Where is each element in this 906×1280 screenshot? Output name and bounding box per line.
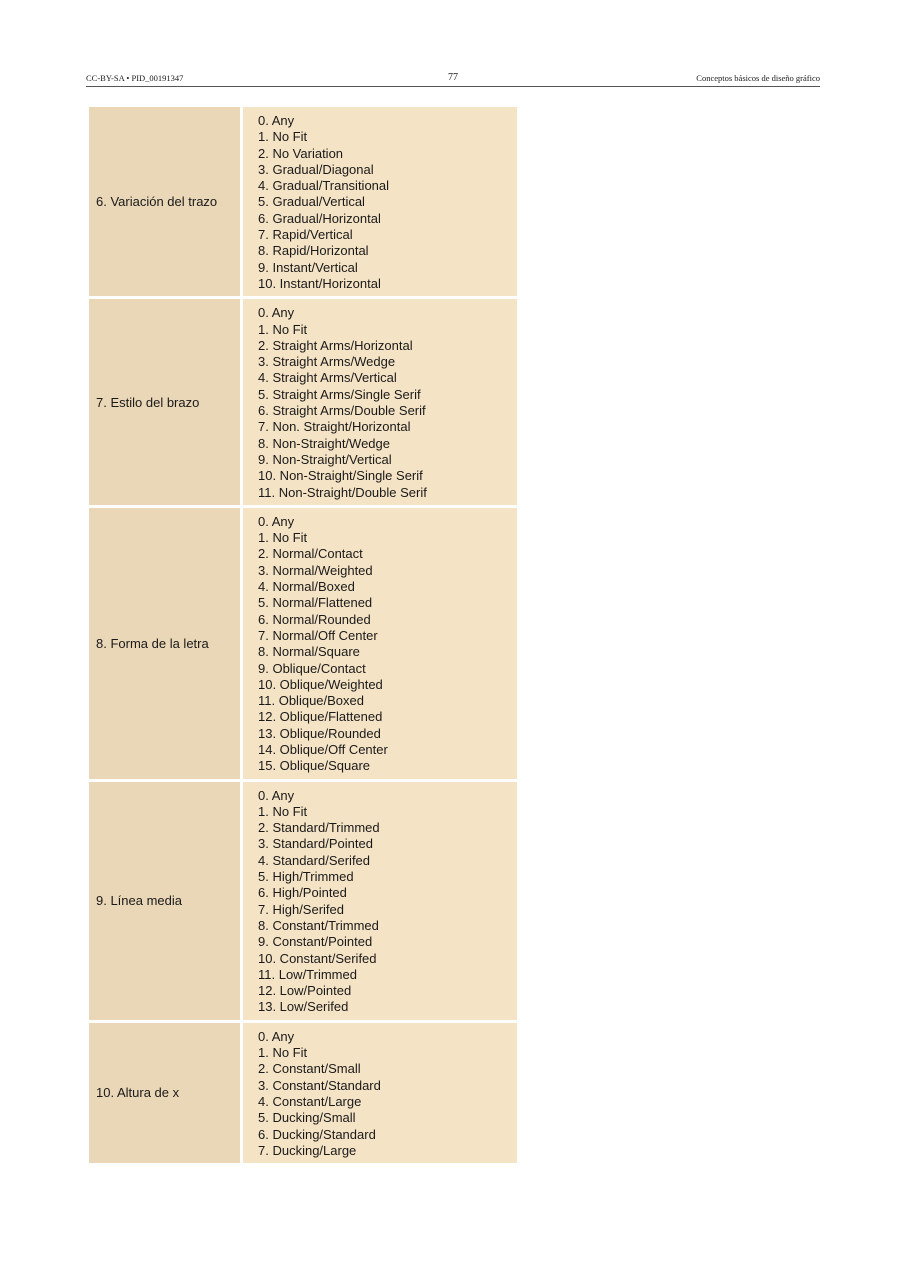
- table-row: [89, 299, 517, 505]
- row-values: [243, 1023, 517, 1163]
- row-label: 9. Línea media: [89, 782, 240, 1020]
- list-item: 6. Gradual/Horizontal: [258, 210, 381, 226]
- list-item: 8. Normal/Square: [258, 644, 360, 660]
- row-label: 8. Forma de la letra: [89, 508, 240, 779]
- row-values: [243, 299, 517, 505]
- list-item: 5. Straight Arms/Single Serif: [258, 386, 421, 402]
- list-item: 15. Oblique/Square: [258, 758, 371, 774]
- list-item: 7. High/Serifed: [258, 901, 344, 917]
- list-item: 7. Rapid/Vertical: [258, 227, 353, 243]
- row-label: 6. Variación del trazo: [89, 107, 240, 296]
- table-row: [89, 107, 517, 296]
- list-item: 5. Normal/Flattened: [258, 595, 373, 611]
- list-item: 7. Non. Straight/Horizontal: [258, 419, 411, 435]
- list-item: 9. Oblique/Contact: [258, 660, 366, 676]
- list-item: 5. Gradual/Vertical: [258, 194, 365, 210]
- list-item: 13. Oblique/Rounded: [258, 725, 381, 741]
- table-row: [89, 1023, 517, 1163]
- row-values: [243, 107, 517, 296]
- table-row: [89, 508, 517, 779]
- list-item: 2. Standard/Trimmed: [258, 820, 380, 836]
- list-item: 0. Any: [258, 305, 295, 321]
- list-item: 2. No Variation: [258, 145, 344, 161]
- table-row: [89, 782, 517, 1020]
- list-item: 4. Straight Arms/Vertical: [258, 370, 397, 386]
- list-item: 5. Ducking/Small: [258, 1110, 356, 1126]
- list-item: 6. High/Pointed: [258, 885, 347, 901]
- list-item: 11. Low/Trimmed: [258, 966, 357, 982]
- list-item: 9. Non-Straight/Vertical: [258, 451, 392, 467]
- document-title: Conceptos básicos de diseño gráfico: [696, 73, 820, 83]
- list-item: 12. Oblique/Flattened: [258, 709, 383, 725]
- row-values: [243, 508, 517, 779]
- list-item: 6. Ducking/Standard: [258, 1126, 376, 1142]
- classification-table: [89, 107, 517, 1166]
- list-item: 9. Instant/Vertical: [258, 259, 358, 275]
- list-item: 8. Rapid/Horizontal: [258, 243, 369, 259]
- list-item: 2. Straight Arms/Horizontal: [258, 337, 413, 353]
- list-item: 9. Constant/Pointed: [258, 934, 373, 950]
- list-item: 10. Non-Straight/Single Serif: [258, 468, 423, 484]
- list-item: 10. Instant/Horizontal: [258, 275, 381, 291]
- row-values: [243, 782, 517, 1020]
- page-number: 77: [448, 72, 458, 83]
- list-item: 4. Normal/Boxed: [258, 579, 355, 595]
- list-item: 1. No Fit: [258, 530, 308, 546]
- list-item: 14. Oblique/Off Center: [258, 741, 388, 757]
- list-item: 3. Gradual/Diagonal: [258, 161, 374, 177]
- list-item: 1. No Fit: [258, 803, 308, 819]
- list-item: 4. Standard/Serifed: [258, 852, 371, 868]
- list-item: 0. Any: [258, 513, 295, 529]
- list-item: 5. High/Trimmed: [258, 869, 354, 885]
- list-item: 3. Standard/Pointed: [258, 836, 373, 852]
- license-code: CC-BY-SA • PID_00191347: [86, 73, 184, 83]
- list-item: 8. Constant/Trimmed: [258, 917, 379, 933]
- page-header: [86, 70, 820, 87]
- list-item: 1. No Fit: [258, 321, 308, 337]
- list-item: 4. Constant/Large: [258, 1093, 362, 1109]
- list-item: 6. Straight Arms/Double Serif: [258, 403, 426, 419]
- list-item: 7. Normal/Off Center: [258, 627, 378, 643]
- list-item: 10. Constant/Serifed: [258, 950, 377, 966]
- row-label: 7. Estilo del brazo: [89, 299, 240, 505]
- list-item: 0. Any: [258, 1028, 295, 1044]
- list-item: 1. No Fit: [258, 1045, 308, 1061]
- list-item: 13. Low/Serifed: [258, 999, 349, 1015]
- row-label: 10. Altura de x: [89, 1023, 240, 1163]
- list-item: 11. Oblique/Boxed: [258, 693, 364, 709]
- list-item: 0. Any: [258, 787, 295, 803]
- list-item: 3. Constant/Standard: [258, 1077, 381, 1093]
- list-item: 1. No Fit: [258, 129, 308, 145]
- list-item: 3. Normal/Weighted: [258, 562, 373, 578]
- list-item: 8. Non-Straight/Wedge: [258, 435, 390, 451]
- list-item: 6. Normal/Rounded: [258, 611, 371, 627]
- list-item: 2. Constant/Small: [258, 1061, 361, 1077]
- list-item: 2. Normal/Contact: [258, 546, 363, 562]
- list-item: 0. Any: [258, 113, 295, 128]
- list-item: 12. Low/Pointed: [258, 983, 352, 999]
- list-item: 10. Oblique/Weighted: [258, 676, 383, 692]
- list-item: 7. Ducking/Large: [258, 1142, 357, 1158]
- list-item: 3. Straight Arms/Wedge: [258, 354, 396, 370]
- list-item: 11. Non-Straight/Double Serif: [258, 484, 427, 500]
- list-item: 4. Gradual/Transitional: [258, 178, 390, 194]
